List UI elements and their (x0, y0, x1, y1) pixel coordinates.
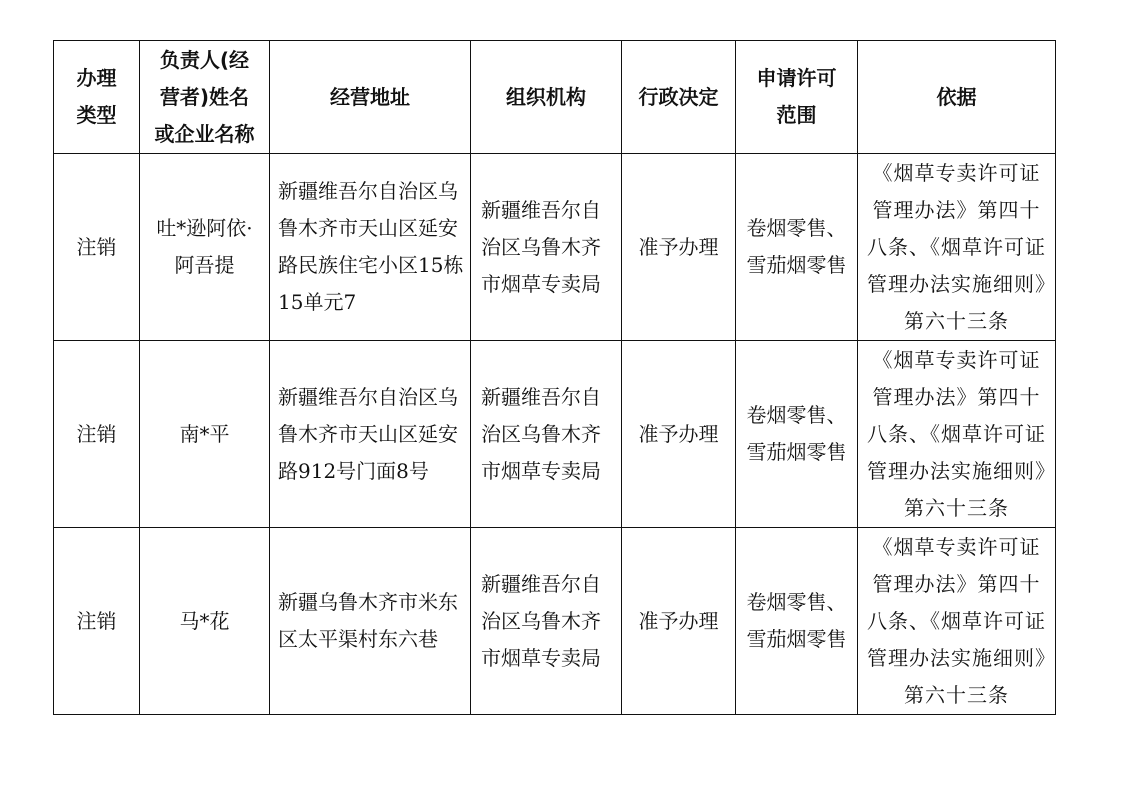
table-row (54, 154, 1056, 341)
table-row (54, 341, 1056, 528)
header-name: 负责人(经营者)姓名或企业名称 (140, 41, 270, 154)
cell-type: 注销 (54, 154, 140, 341)
license-cancellation-table (53, 40, 1056, 715)
cell-address: 新疆乌鲁木齐市米东区太平渠村东六巷 (270, 528, 471, 715)
cell-organization: 新疆维吾尔自治区乌鲁木齐市烟草专卖局 (471, 528, 622, 715)
cell-basis: 《烟草专卖许可证管理办法》第四十八条、《烟草许可证管理办法实施细则》第六十三条 (858, 154, 1056, 341)
cell-name: 吐*逊阿依·阿吾提 (140, 154, 270, 341)
cell-organization: 新疆维吾尔自治区乌鲁木齐市烟草专卖局 (471, 154, 622, 341)
cell-type: 注销 (54, 341, 140, 528)
cell-organization: 新疆维吾尔自治区乌鲁木齐市烟草专卖局 (471, 341, 622, 528)
cell-scope: 卷烟零售、雪茄烟零售 (736, 528, 858, 715)
cell-name: 南*平 (140, 341, 270, 528)
header-row (54, 41, 1056, 154)
header-organization: 组织机构 (471, 41, 622, 154)
cell-scope: 卷烟零售、雪茄烟零售 (736, 341, 858, 528)
cell-address: 新疆维吾尔自治区乌鲁木齐市天山区延安路912号门面8号 (270, 341, 471, 528)
cell-decision: 准予办理 (622, 341, 736, 528)
header-decision: 行政决定 (622, 41, 736, 154)
header-address: 经营地址 (270, 41, 471, 154)
cell-scope: 卷烟零售、雪茄烟零售 (736, 154, 858, 341)
header-basis: 依据 (858, 41, 1056, 154)
cell-address: 新疆维吾尔自治区乌鲁木齐市天山区延安路民族住宅小区15栋15单元7 (270, 154, 471, 341)
cell-type: 注销 (54, 528, 140, 715)
cell-basis: 《烟草专卖许可证管理办法》第四十八条、《烟草许可证管理办法实施细则》第六十三条 (858, 528, 1056, 715)
header-scope: 申请许可范围 (736, 41, 858, 154)
cell-basis: 《烟草专卖许可证管理办法》第四十八条、《烟草许可证管理办法实施细则》第六十三条 (858, 341, 1056, 528)
header-type: 办理类型 (54, 41, 140, 154)
cell-decision: 准予办理 (622, 154, 736, 341)
cell-name: 马*花 (140, 528, 270, 715)
cell-decision: 准予办理 (622, 528, 736, 715)
table-row (54, 528, 1056, 715)
